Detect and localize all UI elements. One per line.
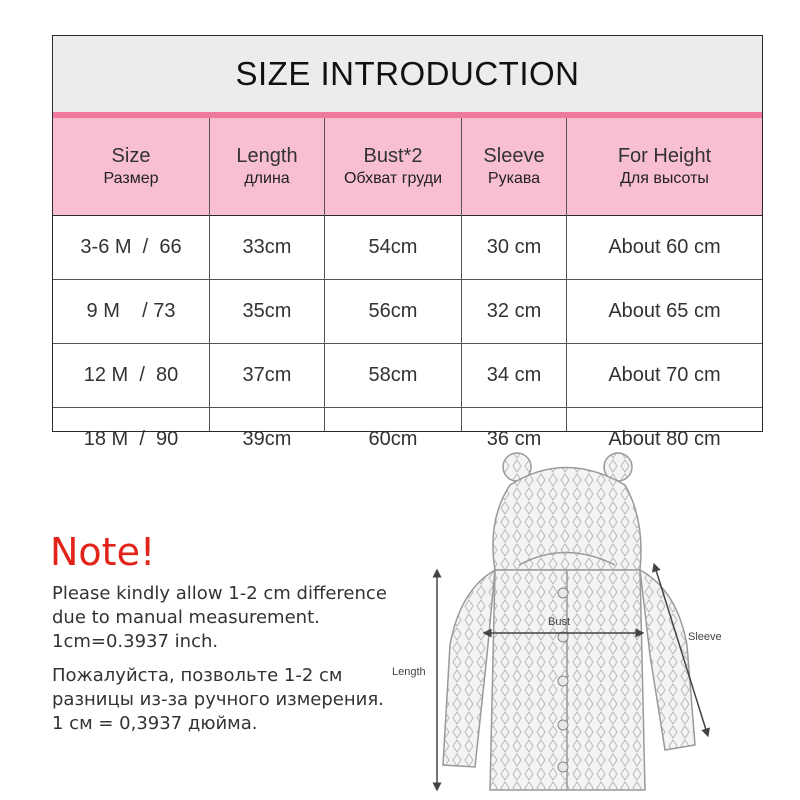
cell-height: About 70 cm [608, 364, 721, 386]
column-divider [324, 118, 325, 431]
table-title: SIZE INTRODUCTION [235, 55, 580, 92]
header-length-ru: длина [244, 169, 290, 187]
cell-height: About 65 cm [608, 300, 721, 322]
cell-sleeve: 32 cm [486, 300, 542, 322]
cell-length: 33cm [242, 236, 292, 258]
button-icon [558, 676, 568, 686]
table-row [53, 280, 762, 344]
note-ru-line: разницы из-за ручного измерения. [52, 689, 384, 710]
header-bust-ru: Обхват груди [343, 169, 442, 187]
button-icon [558, 762, 568, 772]
cell-bust: 54cm [368, 236, 418, 258]
note-en-line: Please kindly allow 1-2 cm difference [52, 583, 387, 604]
header-bust [325, 118, 461, 215]
header-length-en: Length [236, 144, 298, 167]
header-sleeve-en: Sleeve [483, 144, 545, 167]
header-sleeve-ru: Рукава [487, 169, 541, 187]
cell-height: About 80 cm [608, 428, 721, 450]
header-length [210, 118, 324, 215]
table-title-bar [53, 36, 762, 112]
table-row [53, 216, 762, 280]
note-en-line: due to manual measurement. [52, 607, 320, 628]
header-size [53, 118, 209, 215]
header-sleeve [462, 118, 566, 215]
cell-height: About 60 cm [608, 236, 721, 258]
header-size-ru: Размер [103, 169, 159, 187]
sleeve-right [640, 570, 695, 750]
header-height-ru: Для высоты [620, 169, 709, 187]
cell-sleeve: 36 cm [486, 428, 542, 450]
header-bust-en: Bust*2 [363, 144, 423, 167]
bust-label: Bust [548, 616, 571, 628]
cell-length: 35cm [242, 300, 292, 322]
cell-length: 37cm [242, 364, 292, 386]
sleeve-left [443, 570, 495, 767]
cell-size: 3-6 M / 66 [80, 236, 182, 258]
button-icon [558, 588, 568, 598]
note-ru-line: Пожалуйста, позвольте 1-2 см [52, 665, 343, 686]
table-row-last [53, 367, 762, 450]
cell-length: 39cm [242, 428, 292, 450]
size-table [52, 35, 763, 450]
header-height [567, 118, 762, 215]
cell-size: 9 M / 73 [86, 300, 176, 322]
header-height-en: For Height [617, 144, 712, 167]
button-icon [558, 720, 568, 730]
cell-sleeve: 34 cm [486, 364, 542, 386]
sweater-measurement-diagram [392, 445, 745, 795]
column-divider [461, 118, 462, 431]
length-label: Length [392, 666, 426, 678]
note-title: Note! [50, 530, 156, 574]
cell-bust: 58cm [368, 364, 418, 386]
cell-bust: 60cm [368, 428, 418, 450]
cell-bust: 56cm [368, 300, 418, 322]
column-divider [566, 118, 567, 431]
note-ru-line: 1 см = 0,3937 дюйма. [52, 713, 258, 734]
hood [493, 468, 641, 571]
note-en-line: 1cm=0.3937 inch. [52, 631, 219, 652]
header-size-en: Size [111, 144, 151, 167]
sleeve-label: Sleeve [688, 631, 722, 643]
column-divider [209, 118, 210, 431]
table-header-row [53, 118, 762, 216]
cell-sleeve: 30 cm [486, 236, 542, 258]
cell-size: 12 M / 80 [83, 364, 179, 386]
cell-size: 18 M / 90 [83, 428, 179, 450]
